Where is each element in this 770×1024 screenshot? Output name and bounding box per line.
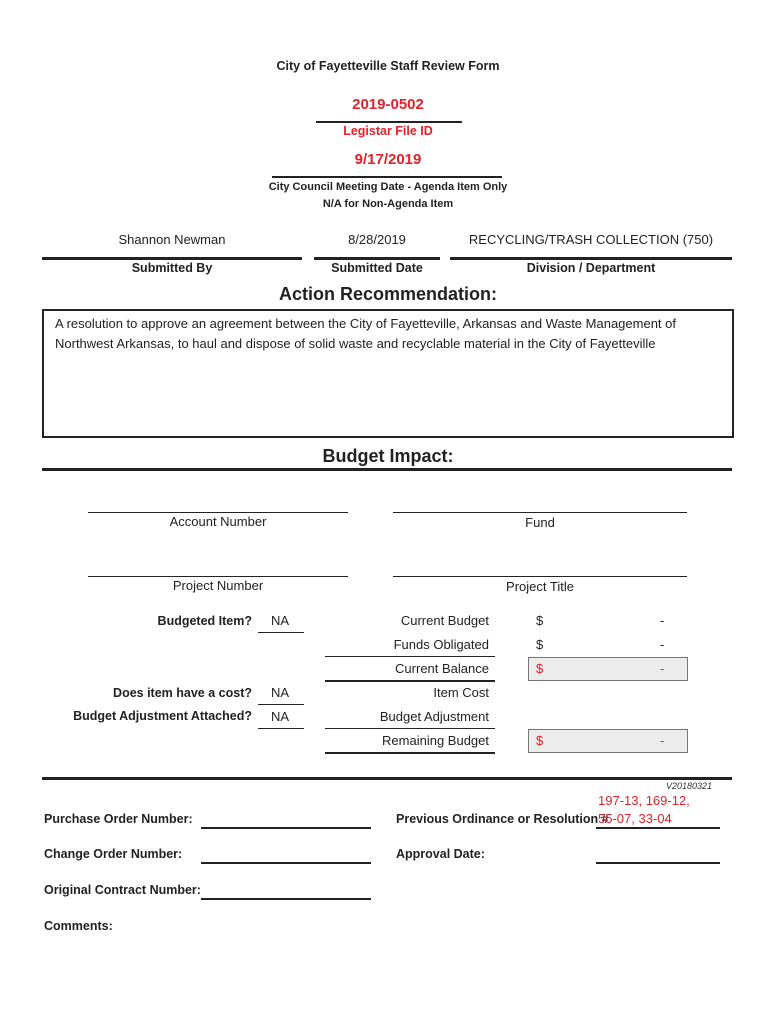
budget-heading: Budget Impact: <box>322 446 454 466</box>
adjustment-attached-value: NA <box>271 709 290 724</box>
current-balance-label: Current Balance <box>395 661 489 676</box>
adjustment-attached-line <box>258 728 304 729</box>
submitted-date-value: 8/28/2019 <box>348 232 406 247</box>
legistar-underline <box>316 121 462 123</box>
legistar-label: Legistar File ID <box>343 124 433 138</box>
budgeted-item-value: NA <box>271 613 290 628</box>
has-cost-value: NA <box>271 685 290 700</box>
meeting-date: 9/17/2019 <box>354 151 422 168</box>
submitted-by-value: Shannon Newman <box>118 232 226 247</box>
project-title-label: Project Title <box>506 579 574 594</box>
meeting-date-sublabel: N/A for Non-Agenda Item <box>322 198 454 210</box>
meeting-date-label: City Council Meeting Date - Agenda Item Only <box>268 181 508 193</box>
approval-date-label: Approval Date: <box>396 847 485 861</box>
remaining-budget-line <box>325 752 495 754</box>
account-number-line <box>88 512 348 513</box>
remaining-budget-currency: $ <box>536 733 544 748</box>
current-balance-currency: $ <box>536 661 544 676</box>
budget-adjustment-label: Budget Adjustment <box>379 709 489 724</box>
budgeted-item-label: Budgeted Item? <box>157 614 252 628</box>
purchase-order-field[interactable] <box>201 827 371 829</box>
submitted-by-label: Submitted By <box>131 261 213 275</box>
original-contract-label: Original Contract Number: <box>44 883 201 897</box>
original-contract-field[interactable] <box>201 898 371 900</box>
division-value: RECYCLING/TRASH COLLECTION (750) <box>468 232 714 247</box>
previous-ordinance-label: Previous Ordinance or Resolution # <box>396 812 609 826</box>
current-budget-value: - <box>660 613 665 628</box>
item-cost-label: Item Cost <box>433 685 489 700</box>
action-box <box>42 309 734 438</box>
budgeted-item-line <box>258 632 304 633</box>
remaining-budget-value: - <box>660 733 665 748</box>
previous-ordinance-line-1: 197-13, 169-12, <box>598 793 690 808</box>
submitted-date-label: Submitted Date <box>331 261 423 275</box>
previous-ordinance-field[interactable] <box>596 827 720 829</box>
has-cost-line <box>258 704 304 705</box>
approval-date-field[interactable] <box>596 862 720 864</box>
budget-heading-rule <box>42 468 732 471</box>
project-number-line <box>88 576 348 577</box>
form-version: V20180321 <box>665 781 712 791</box>
account-number-label: Account Number <box>169 514 267 529</box>
remaining-budget-label: Remaining Budget <box>382 733 489 748</box>
project-title-line <box>393 576 687 577</box>
change-order-label: Change Order Number: <box>44 847 183 861</box>
current-budget-currency: $ <box>536 613 544 628</box>
budget-adjustment-line <box>325 728 495 729</box>
has-cost-label: Does item have a cost? <box>113 686 252 700</box>
action-text-line-1: A resolution to approve an agreement between the City of Fayetteville, Arkansas and Waste Management of <box>55 316 676 331</box>
funds-obligated-line <box>325 656 495 657</box>
current-balance-line <box>325 680 495 682</box>
comments-label: Comments: <box>44 919 113 933</box>
current-budget-label: Current Budget <box>400 613 489 628</box>
submitted-date-line <box>314 257 440 260</box>
fund-label: Fund <box>525 515 555 530</box>
funds-obligated-label: Funds Obligated <box>393 637 489 652</box>
funds-obligated-value: - <box>660 637 665 652</box>
project-number-label: Project Number <box>172 578 264 593</box>
meeting-date-underline <box>272 176 502 178</box>
action-heading: Action Recommendation: <box>278 284 497 304</box>
division-label: Division / Department <box>526 261 656 275</box>
funds-obligated-currency: $ <box>536 637 544 652</box>
change-order-field[interactable] <box>201 862 371 864</box>
action-text-line-2: Northwest Arkansas, to haul and dispose of solid waste and recyclable material in the City of Fayetteville <box>55 336 656 351</box>
submitted-by-line <box>42 257 302 260</box>
adjustment-attached-label: Budget Adjustment Attached? <box>73 709 252 723</box>
current-balance-value: - <box>660 661 665 676</box>
form-title: City of Fayetteville Staff Review Form <box>276 59 500 73</box>
legistar-number: 2019-0502 <box>352 96 424 113</box>
fund-line <box>393 512 687 513</box>
division-line <box>450 257 732 260</box>
previous-ordinance-line-2: 55-07, 33-04 <box>598 811 672 826</box>
footer-divider <box>42 777 732 780</box>
purchase-order-label: Purchase Order Number: <box>44 812 193 826</box>
